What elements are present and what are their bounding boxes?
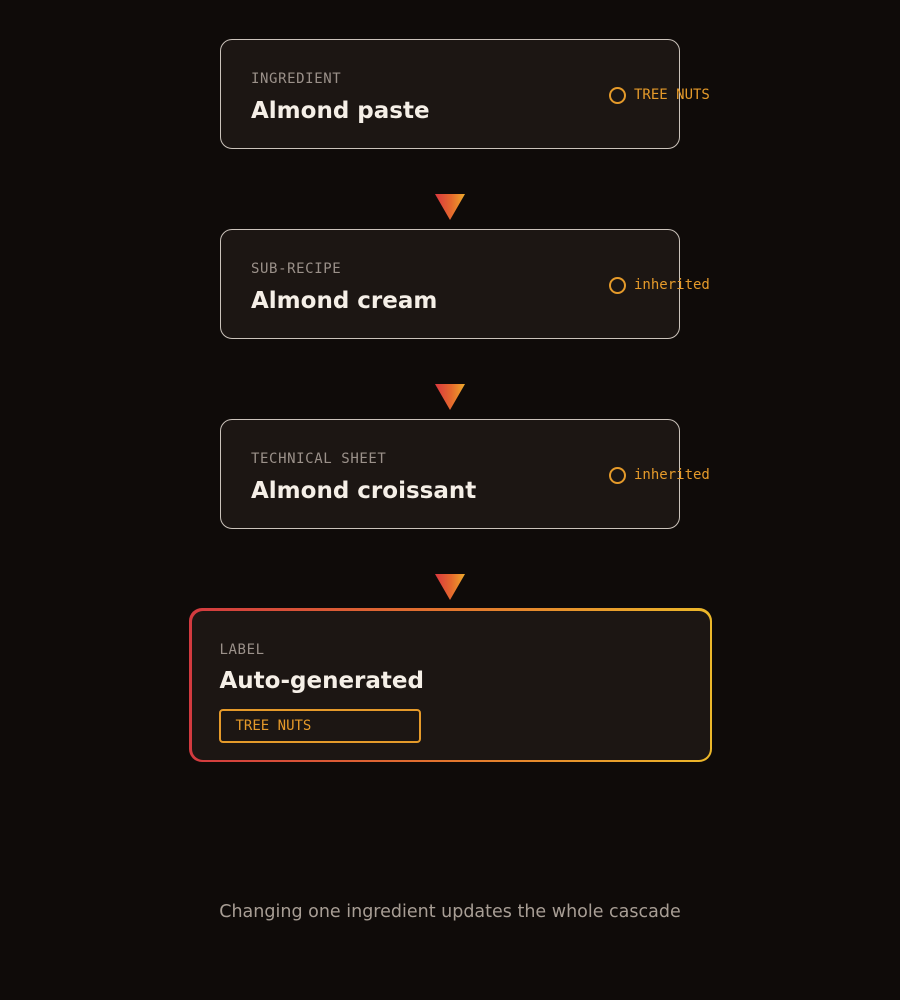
down-triangle-icon: [435, 574, 465, 600]
card-title: Almond paste: [251, 98, 430, 124]
cascade-card-ingredient[interactable]: [220, 39, 710, 149]
inherited-tag: [609, 273, 710, 297]
allergen-tag-text: TREE NUTS: [634, 87, 710, 103]
allergen-tag: [609, 83, 710, 107]
inherited-tag-text: inherited: [634, 467, 710, 483]
allergen-badge: TREE NUTS: [219, 709, 421, 743]
circle-outline-icon: [609, 277, 626, 294]
cascade-card-technical-sheet[interactable]: [220, 419, 710, 529]
circle-outline-icon: [609, 87, 626, 104]
card-kind-label: LABEL: [219, 641, 265, 658]
card-kind-label: INGREDIENT: [251, 71, 342, 87]
inherited-tag: [609, 463, 710, 487]
label-card-body: [192, 611, 710, 760]
label-card[interactable]: [189, 608, 712, 762]
card-kind-label: SUB-RECIPE: [251, 261, 342, 277]
card-kind-label: TECHNICAL SHEET: [251, 451, 387, 467]
card-title: Almond croissant: [251, 478, 477, 504]
inherited-tag-text: inherited: [634, 277, 710, 293]
circle-outline-icon: [609, 467, 626, 484]
cascade-card-sub-recipe[interactable]: [220, 229, 710, 339]
card-title: Almond cream: [251, 288, 438, 314]
down-triangle-icon: [435, 384, 465, 410]
down-triangle-icon: [435, 194, 465, 220]
caption: Changing one ingredient updates the whole cascade: [219, 902, 681, 922]
card-title: Auto-generated: [219, 667, 424, 694]
